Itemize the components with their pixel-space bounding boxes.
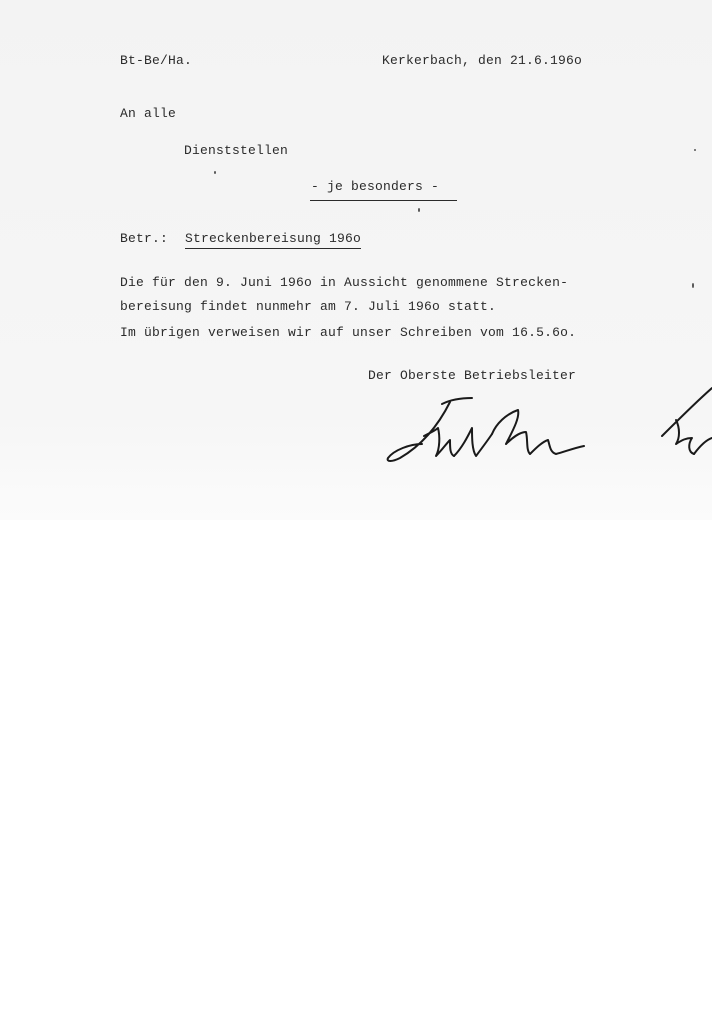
body-line-2: bereisung findet nunmehr am 7. Juli 196o statt.: [120, 299, 497, 314]
reference-code: Bt-Be/Ha.: [120, 53, 193, 68]
body-line-3: Im übrigen verweisen wir auf unser Schreiben vom 16.5.6o.: [120, 325, 577, 340]
subject-text: Streckenbereisung 196o: [185, 231, 361, 249]
paper-speck: [692, 283, 694, 288]
paper-speck: [418, 208, 420, 212]
sender-title: Der Oberste Betriebsleiter: [368, 368, 577, 383]
place-date: Kerkerbach, den 21.6.196o: [382, 53, 583, 68]
recipient-underline: [310, 200, 457, 201]
paper-speck: [694, 149, 696, 151]
subject-label: Betr.:: [120, 231, 169, 246]
partial-signature-margin: [652, 380, 712, 480]
recipient-line-3: - je besonders -: [311, 179, 440, 194]
recipient-line-2: Dienststellen: [184, 143, 289, 158]
body-line-1: Die für den 9. Juni 196o in Aussicht genommene Strecken-: [120, 275, 569, 290]
handwritten-signature: [380, 392, 600, 472]
recipient-line-1: An alle: [120, 106, 177, 121]
paper-speck: [214, 171, 216, 174]
